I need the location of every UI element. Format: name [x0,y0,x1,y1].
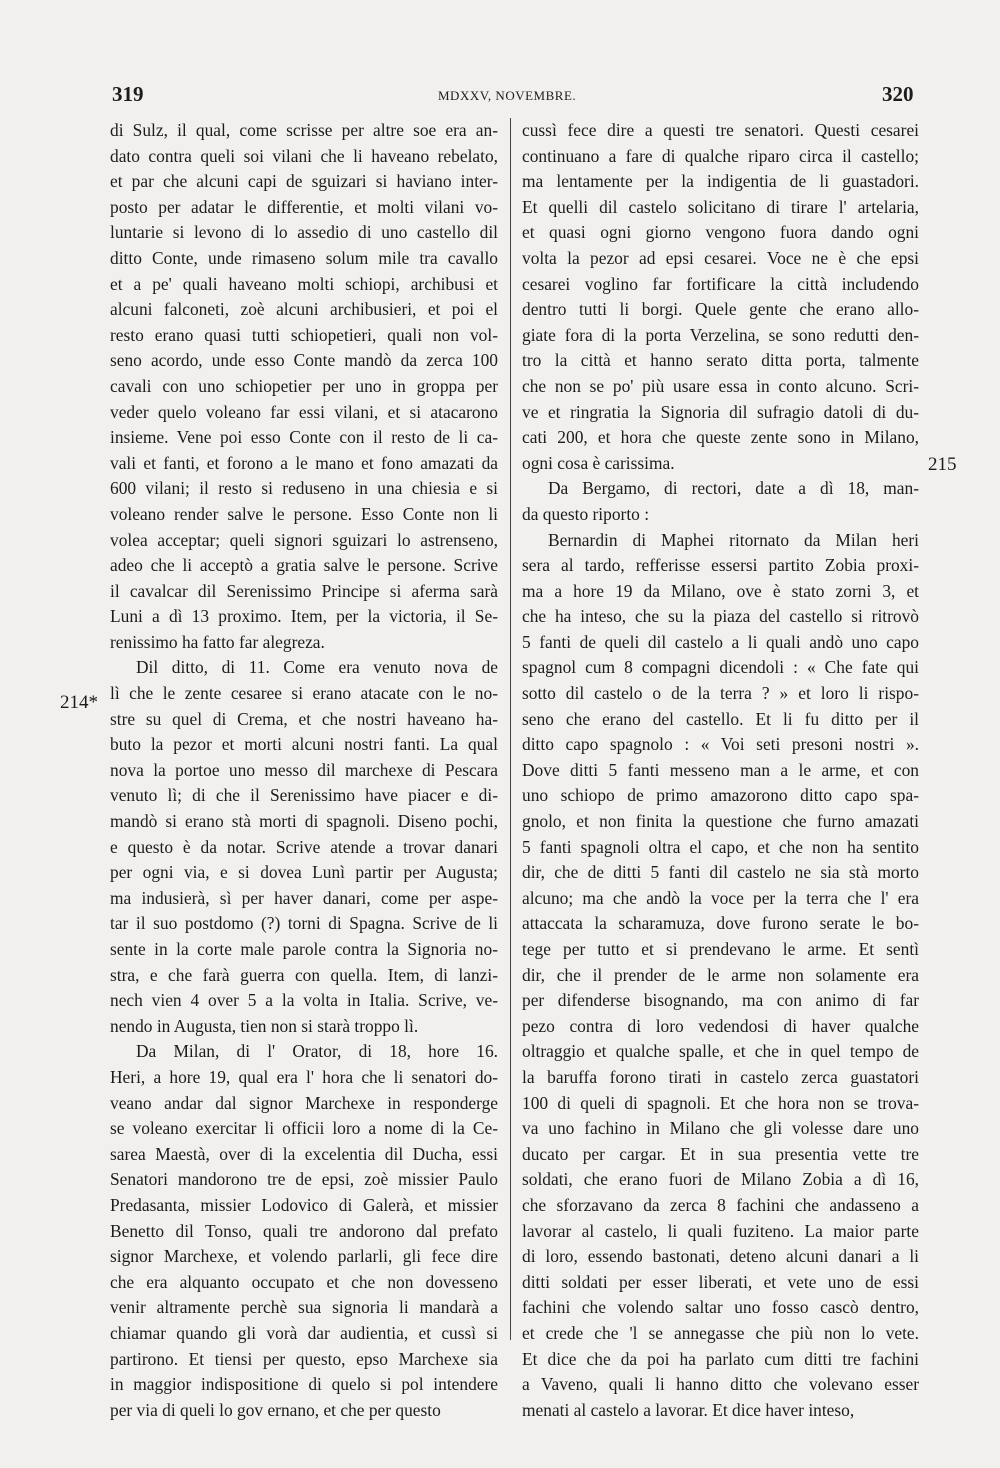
text-line: et quasi ogni giorno vengono fuora dando ogni [522,222,919,243]
text-line: Predasanta, missier Lodovico di Galerà, et missier [110,1194,498,1215]
text-line: cesarei voglino far fortificare la città includendo [522,273,919,294]
text-line: cussì fece dire a questi tre senatori. Questi cesarei [522,120,919,140]
text-line: che non se po' più usare essa in conto alcuno. Scri- [522,375,919,396]
text-line: veder quelo voleano far essi vilani, et si atacarono [110,401,498,422]
text-line: Et quelli dil castelo solicitano di tirare l' artelaria, [522,196,919,217]
text-line: va uno fachino in Milano che gli volesse dare uno [522,1118,919,1139]
text-line: posto per adatar le differentie, et molti vilani vo- [110,196,498,217]
text-line: il cavalcar dil Serenissimo Principe si aferma sarà [110,580,498,601]
text-line: che ha inteso, che su la piaza del castello si ritrovò [522,606,919,627]
text-line: e questo è da notar. Scrive atende a trovar danari [110,836,498,857]
text-line: stre su quel di Crema, et che nostri haveano ha- [110,708,498,729]
text-line: Da Milan, di l' Orator, di 18, hore 16. [136,1041,498,1062]
text-line: mandò si erano stà morti di spagnoli. Diseno pochi, [110,811,498,832]
text-line: ditto Conte, unde rimaseno solum mile tra cavallo [110,247,498,268]
text-line: spagnol cum 8 compagni dicendoli : « Che fate qui [522,657,919,678]
text-line: la baruffa forono tirati in castelo zerca guastatori [522,1066,919,1087]
text-line: continuano a fare di qualche riparo circa il castello; [522,145,919,166]
text-line: per via di queli lo gov ernano, et che per questo [110,1399,441,1420]
text-line: volta la pezor ad epsi cesarei. Voce ne è che epsi [522,247,919,268]
text-line: menati al castelo a lavorar. Et dice haver inteso, [522,1399,855,1420]
text-line: alcuni falconeti, zoè alcuni archibusieri, et poi el [110,299,498,320]
text-line: dato contra queli soi vilani che li haveano rebelato, [110,145,498,166]
text-line: seno che erano del castello. Et li fu ditto per il [522,708,919,729]
text-line: tege per tutto et si prendevano le arme. Et sentì [522,939,919,959]
text-line: nech vien 4 over 5 a la volta in Italia. Scrive, ve- [110,990,498,1011]
text-line: per ogni via, e si dovea Lunì partir per Augusta; [110,862,498,883]
text-line: ogni cosa è carissima. [522,452,675,473]
text-line: Senatori mandorono tre de epsi, zoè missier Paulo [110,1169,498,1190]
text-line: che sforzavano da zerca 8 fachini che andasseno a [522,1194,919,1215]
running-title: MDXXV, NOVEMBRE. [438,88,577,103]
left-text-column [110,118,498,1420]
text-line: se voleano exercitar li officii loro a nome di la Ce- [110,1118,498,1139]
text-line: signor Marchexe, et volendo parlarli, gli fece dire [110,1246,498,1267]
text-line: sarea Maestà, over di la excelentia dil Ducha, essi [110,1143,498,1164]
text-line: in maggior indispositione di quelo si pol intendere [110,1374,498,1395]
text-line: adeo che li acceptò a gratia salve le persone. Scrive [110,555,498,576]
text-line: cavali con uno schiopetier per uno in groppa per [110,375,498,396]
text-line: tar il suo postdomo (?) torni di Spagna. Scrive de li [110,913,498,934]
text-line: partirono. Et tiensi per questo, epso Marchexe sia [110,1348,498,1369]
text-line: ma indusierà, sì per haver danari, come per aspe- [110,887,498,908]
text-line: buto la pezor et morti alcuni nostri fanti. La qual [110,734,498,755]
text-line: ma a hore 19 da Milano, ove è stato zorni 3, et [522,580,919,601]
text-line: a Vaveno, quali li hanno ditto che volevano esser [522,1374,919,1395]
text-line: 5 fanti spagnoli oltra el capo, et che non ha sentito [522,836,919,857]
text-line: alcuno; ma che andò la voce per la terra che l' era [522,887,919,908]
text-line: attaccata la scharamuza, dove furono serate le bo- [522,913,919,934]
text-line: et a pe' quali haveano molti schiopi, archibusi et [110,273,498,294]
page-header [0,82,1000,112]
text-line: lì che le zente cesaree si erano atacate con le no- [110,683,498,704]
text-line: cati 200, et hora che queste zente sono in Milano, [522,427,919,448]
text-line: soldati, che erano fuori de Milano Zobia a dì 16, [522,1169,919,1190]
text-line: ma lentamente per la indigentia de li guastadori. [522,171,919,192]
text-line: Luni a dì 13 proximo. Item, per la victoria, il Se- [110,606,498,627]
text-line: che era alquanto occupato et che non dovesseno [110,1271,498,1292]
text-line: et par che alcuni capi de sguizari si haviano inter- [110,171,498,192]
text-line: per difenderse bisognando, ma con animo di far [522,990,919,1011]
text-line: ducato per cargar. Et in sua presentia vette tre [522,1143,919,1164]
text-line: insieme. Vene poi esso Conte con il resto de li ca- [110,427,498,448]
text-line: gnolo, et non finita la questione che furno amazati [522,811,919,832]
text-line: et crede che 'l se annegasse che più non lo vete. [522,1322,919,1343]
right-page-number: 320 [882,82,914,106]
text-line: Dil ditto, di 11. Come era venuto nova de [136,657,498,678]
text-line: nendo in Augusta, tien non si starà troppo lì. [110,1015,419,1036]
text-line: sera al tardo, refferisse essersi partito Zobia proxi- [522,555,919,576]
text-line: ditto capo spagnolo : « Voi seti presoni nostri ». [522,734,919,755]
text-line: di Sulz, il qual, come scrisse per altre soe era an- [110,120,498,140]
text-line: Et dice che da poi ha parlato cum ditti tre fachini [522,1348,919,1369]
text-line: renissimo ha fatto far alegreza. [110,631,325,652]
text-line: ve et ringratia la Signoria dil sufragio datoli di du- [522,401,919,422]
text-line: volea acceptar; queli signori sguizari lo astrenseno, [110,529,498,550]
text-line: oltraggio et qualche spalle, et che in quel tempo de [522,1041,919,1062]
margin-note-right: 215 [928,454,957,475]
text-line: uno schiopo de primo amazorono ditto capo spa- [522,785,919,806]
text-line: Heri, a hore 19, qual era l' hora che li senatori do- [110,1066,498,1087]
text-line: veano andar dal signor Marchexe in responderge [110,1092,498,1113]
text-line: tro la città et hanno serato ditta porta, talmente [522,350,919,371]
text-line: stra, e che farà guerra con quella. Item, di lanzi- [110,964,498,985]
text-line: pezo contra di loro vedendosi di haver qualche [522,1015,919,1036]
left-page-number: 319 [112,82,144,106]
text-line: fachini che volendo saltar uno fosso cascò dentro, [522,1297,919,1318]
text-line: dentro tutti li borgi. Quele gente che erano allo- [522,299,919,320]
text-line: 100 di queli di spagnoli. Et che hora non se trova- [522,1092,919,1113]
text-line: sente in la corte male parole contra la Signoria no- [110,939,498,959]
text-line: 5 fanti de queli dil castelo a li quali andò uno capo [522,631,919,652]
text-line: Dove ditti 5 fanti messeno man a le arme, et con [522,759,919,780]
text-line: dir, che de ditti 5 fanti dil castelo ne sia stà morto [522,862,919,883]
margin-note-left: 214* [60,692,98,713]
text-line: chiamar quando gli vorà dar audientia, et cussì si [110,1322,498,1343]
right-text-column [522,118,919,1420]
text-line: Bernardin di Maphei ritornato da Milan heri [548,529,919,550]
text-line: venuto lì; di che il Serenissimo have piacer e di- [110,785,498,806]
text-line: Da Bergamo, di rectori, date a dì 18, man- [548,478,919,499]
text-line: sotto dil castelo o de la terra ? » et loro li rispo- [522,683,919,704]
text-line: ditti soldati per esser liberati, et vete uno de essi [522,1271,919,1292]
text-line: giate fora di la porta Verzelina, se sono redutti den- [522,324,919,345]
text-line: luntarie si levono di lo assedio di uno castello dil [110,222,498,243]
text-line: Benetto dil Tonso, quali tre andorono dal prefato [110,1220,498,1241]
text-line: 600 vilani; il resto si reduseno in una chiesia e si [110,478,498,499]
text-line: resto erano quasi tutti schiopetieri, quali non vol- [110,324,498,345]
text-line: dir, che il prender de le arme non solamente era [522,964,919,985]
text-line: venir altramente perchè sua signoria li mandarà a [110,1297,498,1318]
column-divider [510,118,511,1340]
text-line: vali et fanti, et forono a le mano et fono amazati da [110,452,498,473]
text-line: lavorar al castelo, li quali fuziteno. La maior parte [522,1220,919,1241]
text-line: nova la portoe uno messo dil marchexe di Pescara [110,759,498,780]
text-line: voleano render salve le persone. Esso Conte non li [110,503,498,524]
text-line: di loro, essendo bastonati, deteno alcuni danari a li [522,1246,919,1267]
text-line: da questo riporto : [522,503,650,524]
text-line: seno acordo, unde esso Conte mandò da zerca 100 [110,350,498,371]
